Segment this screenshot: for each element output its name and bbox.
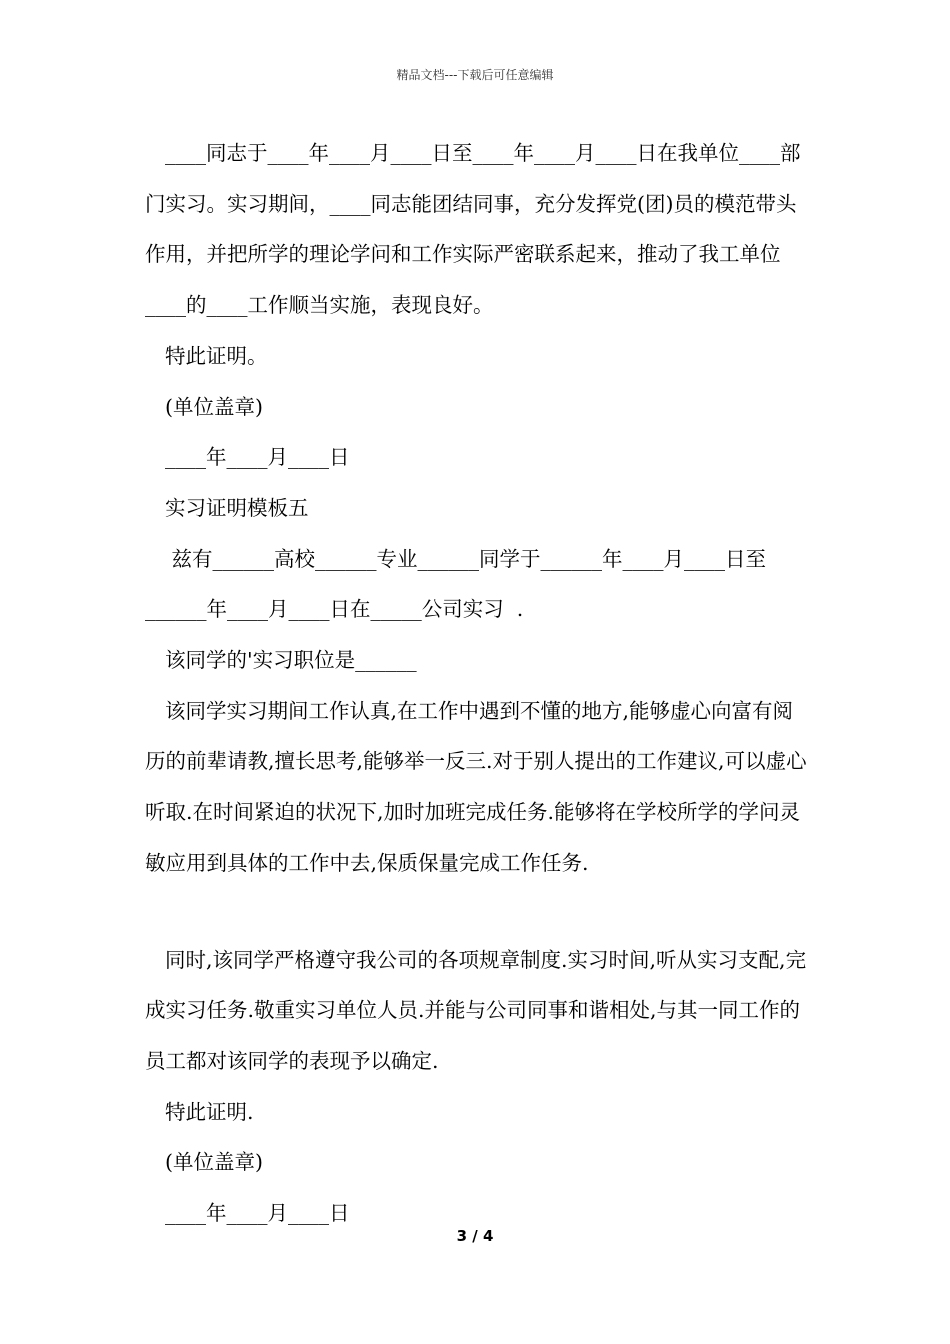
certification-statement-2: 特此证明. bbox=[165, 1099, 254, 1124]
paragraph-gap bbox=[145, 889, 810, 935]
student-info-paragraph: 兹有______高校______专业______同学于______年____月____日至______年____月____日在_____公司实习 . bbox=[145, 546, 767, 622]
unit-seal-label-1: (单位盖章) bbox=[165, 394, 263, 419]
date-line-1: ____年____月____日 bbox=[165, 445, 350, 470]
document-body bbox=[145, 128, 810, 1239]
page-header: 精品文档---下载后可任意编辑 bbox=[396, 68, 554, 82]
template-heading: 实习证明模板五 bbox=[165, 495, 309, 520]
performance-paragraph: 该同学实习期间工作认真,在工作中遇到不懂的地方,能够虚心向富有阅历的前辈请教,擅长思考,能够举一反三.对于别人提出的工作建议,可以虚心听取.在时间紧迫的状况下,加时加班完成任务.能够将在学校所学的学问灵敏应用到具体的工作中去,保质保量完成工作任务. bbox=[145, 698, 807, 875]
page-number: 3 / 4 bbox=[456, 1227, 494, 1245]
conduct-paragraph: 同时,该同学严格遵守我公司的各项规章制度.实习时间,听从实习支配,完成实习任务.敬重实习单位人员.并能与公司同事和谐相处,与其一同工作的员工都对该同学的表现予以确定. bbox=[145, 947, 807, 1073]
certification-statement-1: 特此证明。 bbox=[165, 343, 268, 368]
unit-seal-label-2: (单位盖章) bbox=[165, 1150, 263, 1175]
date-line-2: ____年____月____日 bbox=[165, 1201, 350, 1226]
certificate-paragraph-1: ____同志于____年____月____日至____年____月____日在我单位____部门实习。实习期间，____同志能团结同事，充分发挥党(团)员的模范带头作用，并把所学的理论学问和工作实际严密联系起来，推动了我工单位____的____工作顺当实施，表现良好。 bbox=[145, 141, 801, 318]
internship-position-line: 该同学的'实习职位是______ bbox=[165, 648, 417, 673]
